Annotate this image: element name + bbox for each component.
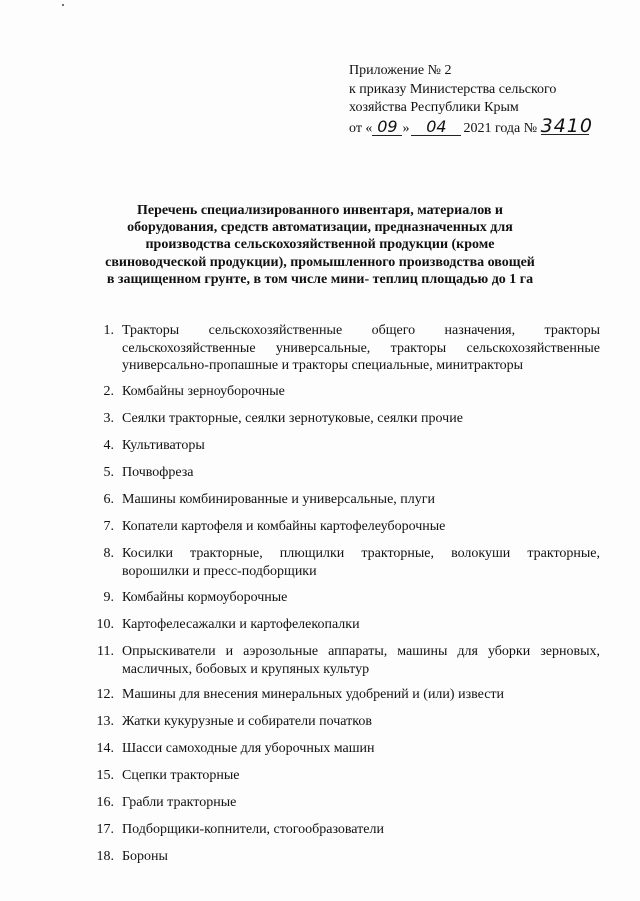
handwritten-day: 09 (372, 119, 402, 136)
appendix-header (349, 62, 619, 138)
list-item-number: 14. (96, 741, 114, 756)
appendix-label: Приложение № 2 (349, 63, 452, 78)
list-item-text: Сеялки тракторные, сеялки зернотуковые, сеялки прочие (122, 411, 463, 426)
list-item-number: 10. (96, 617, 114, 632)
list-item-number: 13. (96, 714, 114, 729)
scan-speck (62, 4, 64, 6)
list-item-text: Подборщики-копнители, стогообразователи (122, 822, 384, 837)
list-item-text: Опрыскиватели и аэрозольные аппараты, машины для уборки зерновых, масличных, бобовых и крупяных культур (122, 644, 600, 677)
list-item-number: 16. (96, 795, 114, 810)
list-item-number: 1. (103, 323, 114, 338)
document-title: Перечень специализированного инвентаря, материалов и оборудования, средств автоматизации, предназначенных для производства сельскохозяйственной продукции (кроме свиноводческой продукции), промышленного производства овощей в защищенном грунте, в том числе мини- теплиц площадью до 1 га (105, 203, 535, 287)
list-item-text: Культиваторы (122, 438, 205, 453)
handwritten-order-number: 3410 (540, 114, 593, 137)
list-item-number: 6. (103, 492, 114, 507)
list-item-number: 12. (96, 687, 114, 702)
list-item-text: Жатки кукурузные и собиратели початков (122, 714, 372, 729)
list-item-text: Машины комбинированные и универсальные, плуги (122, 492, 435, 507)
list-item-number: 18. (96, 849, 114, 864)
year-text: 2021 года № (463, 120, 538, 136)
appendix-date-line (349, 114, 619, 139)
list-item-number: 8. (103, 546, 114, 561)
list-item-text: Сцепки тракторные (122, 768, 240, 783)
appendix-order-ref: к приказу Министерства сельского (349, 81, 557, 97)
list-item-text: Картофелесажалки и картофелекопалки (122, 617, 360, 632)
list-item-text: Косилки тракторные, плющилки тракторные, волокуши тракторные, ворошилки и пресс-подборщики (122, 546, 600, 579)
list-item-text: Тракторы сельскохозяйственные общего назначения, тракторы сельскохозяйственные универсальные, тракторы сельскохозяйственные универсально-пропашные и тракторы специальные, минитракторы (122, 323, 600, 373)
date-quote-close: » (402, 120, 410, 136)
list-item-text: Машины для внесения минеральных удобрений и (или) извести (122, 687, 505, 702)
list-item-number: 4. (103, 438, 114, 453)
list-item-number: 2. (103, 384, 114, 399)
list-item-number: 17. (96, 822, 114, 837)
list-item-number: 7. (103, 519, 114, 534)
list-item-number: 11. (97, 644, 114, 659)
appendix-ministry: хозяйства Республики Крым (349, 100, 519, 115)
list-item-text: Грабли тракторные (122, 795, 237, 810)
list-item-number: 5. (103, 465, 114, 480)
list-item-number: 3. (103, 411, 114, 426)
list-item-text: Копатели картофеля и комбайны картофелеуборочные (122, 519, 446, 534)
list-item-text: Комбайны зерноуборочные (122, 384, 285, 399)
list-item-text: Бороны (122, 849, 168, 864)
list-item-text: Комбайны кормоуборочные (122, 590, 288, 605)
list-item-text: Шасси самоходные для уборочных машин (122, 741, 375, 756)
list-item-text: Почвофреза (122, 465, 194, 480)
list-item-number: 15. (96, 768, 114, 783)
handwritten-month: 04 (411, 119, 461, 136)
list-item-number: 9. (103, 590, 114, 605)
date-prefix: от « (349, 120, 373, 136)
